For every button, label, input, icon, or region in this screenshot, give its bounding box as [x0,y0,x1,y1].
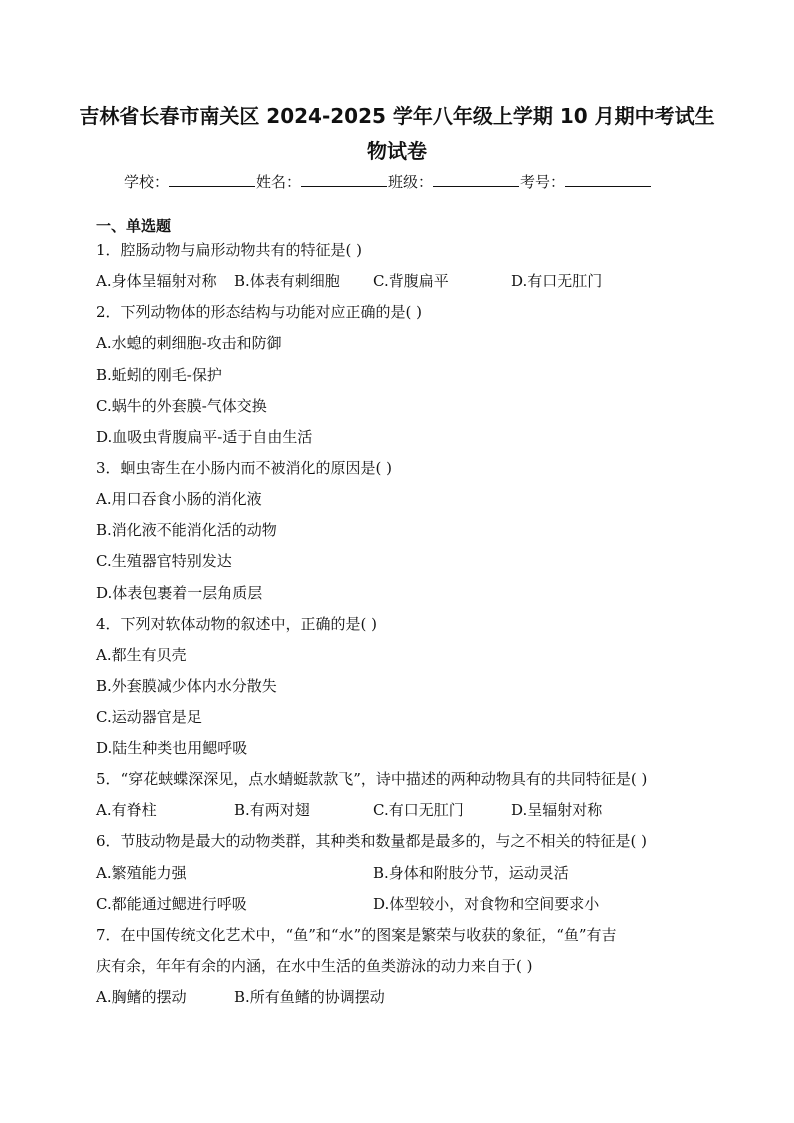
option: B.消化液不能消化活的动物 [96,521,277,539]
question-stem: 5．“穿花蛱蝶深深见，点水蜻蜓款款飞”，诗中描述的两种动物具有的共同特征是( ) [96,770,648,788]
question-stem: 7．在中国传统文化艺术中，“鱼”和“水”的图案是繁荣与收获的象征，“鱼”有吉 [96,926,617,944]
option: B.所有鱼鳍的协调摆动 [234,988,385,1006]
question-stem: 6．节肢动物是最大的动物类群，其种类和数量都是最多的，与之不相关的特征是( ) [96,832,648,850]
number-field [520,172,652,191]
option: A.都生有贝壳 [96,646,187,664]
student-info-row [124,172,652,191]
option: B.外套膜减少体内水分散失 [96,677,277,695]
question-stem: 2．下列动物体的形态结构与功能对应正确的是( ) [96,303,423,321]
option: A.有脊柱 [96,801,157,819]
option-row [96,864,716,882]
option: D.呈辐射对称 [511,801,603,819]
option: A.繁殖能力强 [96,864,187,882]
section-heading: 一、单选题 [96,217,172,235]
question-stem: 3．蛔虫寄生在小肠内而不被消化的原因是( ) [96,459,393,477]
option-row [96,801,716,819]
option: C.运动器官是足 [96,708,202,726]
name-field [256,172,388,191]
option: C.背腹扁平 [373,272,449,290]
school-label: 学校： [124,173,170,191]
option: A.胸鳍的摆动 [96,988,187,1006]
class-label: 班级： [388,173,434,191]
name-label: 姓名： [256,173,302,191]
option: D.体型较小，对食物和空间要求小 [373,895,600,913]
option: D.有口无肛门 [511,272,603,290]
option: C.有口无肛门 [373,801,464,819]
exam-title-line-1: 吉林省长春市南关区 2024-2025 学年八年级上学期 10 月期中考试生 [79,104,715,128]
option: A.水螅的刺细胞-攻击和防御 [96,334,282,352]
option: D.体表包裹着一层角质层 [96,584,263,602]
option: B.体表有刺细胞 [234,272,340,290]
option: A.用口吞食小肠的消化液 [96,490,262,508]
option: B.有两对翅 [234,801,310,819]
option: D.血吸虫背腹扁平-适于自由生活 [96,428,313,446]
school-field [124,172,256,191]
option: C.蜗牛的外套膜-气体交换 [96,397,267,415]
option: A.身体呈辐射对称 [96,272,217,290]
option-row [96,988,716,1006]
exam-title-line-2: 物试卷 [367,139,427,163]
school-blank [169,172,255,187]
option: B.身体和附肢分节，运动灵活 [373,864,569,882]
number-label: 考号： [520,173,566,191]
class-blank [433,172,519,187]
option: C.生殖器官特别发达 [96,552,232,570]
option: B.蚯蚓的刚毛-保护 [96,366,222,384]
option-row [96,272,716,290]
class-field [388,172,520,191]
question-stem: 1．腔肠动物与扁形动物共有的特征是( ) [96,241,363,259]
option: C.都能通过鳃进行呼吸 [96,895,247,913]
option: D.陆生种类也用鳃呼吸 [96,739,248,757]
option-row [96,895,716,913]
number-blank [565,172,651,187]
question-stem: 4．下列对软体动物的叙述中，正确的是( ) [96,615,378,633]
question-stem-continued: 庆有余，年年有余的内涵，在水中生活的鱼类游泳的动力来自于( ) [96,957,533,975]
name-blank [301,172,387,187]
